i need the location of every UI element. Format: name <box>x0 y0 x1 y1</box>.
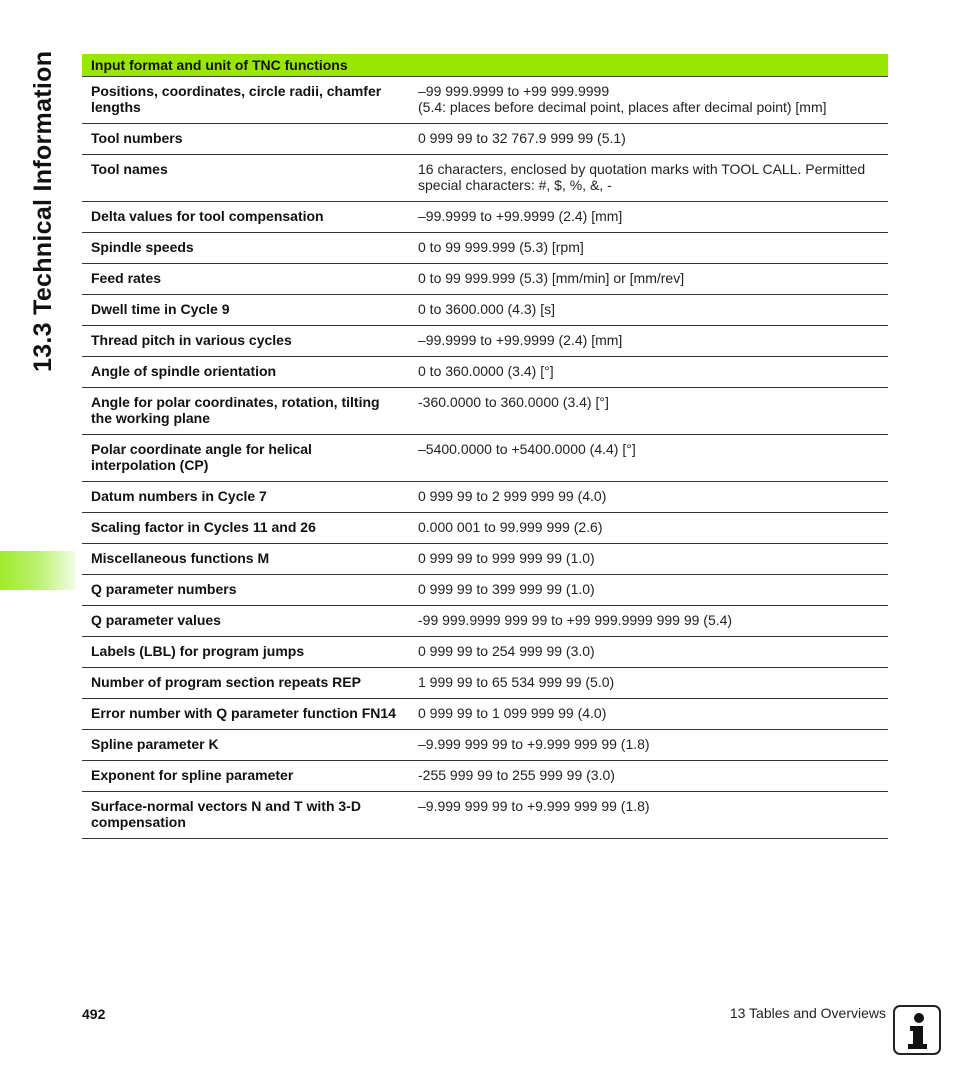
row-value: 0 999 99 to 254 999 99 (3.0) <box>409 637 888 668</box>
row-value: 16 characters, enclosed by quotation marks with TOOL CALL. Permitted special characters: #, $, %, &, - <box>409 155 888 202</box>
chapter-tab-marker <box>0 551 76 590</box>
table-row <box>82 388 888 435</box>
table-row <box>82 264 888 295</box>
info-icon-glyph <box>895 1007 939 1053</box>
chapter-title: 13 Tables and Overviews <box>729 1005 886 1021</box>
row-value: -360.0000 to 360.0000 (3.4) [°] <box>409 388 888 435</box>
table-row <box>82 606 888 637</box>
table-row <box>82 761 888 792</box>
row-value: –5400.0000 to +5400.0000 (4.4) [°] <box>409 435 888 482</box>
row-label: Error number with Q parameter function FN14 <box>82 699 409 730</box>
table-row <box>82 357 888 388</box>
table-row <box>82 482 888 513</box>
row-value: 0 999 99 to 999 999 99 (1.0) <box>409 544 888 575</box>
table-row <box>82 575 888 606</box>
row-label: Tool numbers <box>82 124 409 155</box>
row-label: Scaling factor in Cycles 11 and 26 <box>82 513 409 544</box>
info-icon <box>893 1005 941 1055</box>
table-row <box>82 202 888 233</box>
row-value: -99 999.9999 999 99 to +99 999.9999 999 99 (5.4) <box>409 606 888 637</box>
row-label: Q parameter numbers <box>82 575 409 606</box>
table-row <box>82 155 888 202</box>
table-row <box>82 792 888 839</box>
row-value: 1 999 99 to 65 534 999 99 (5.0) <box>409 668 888 699</box>
row-label: Datum numbers in Cycle 7 <box>82 482 409 513</box>
row-value-line: (5.4: places before decimal point, places after decimal point) [mm] <box>418 99 827 115</box>
row-value-line: –99 999.9999 to +99 999.9999 <box>418 83 610 99</box>
row-value: 0 to 99 999.999 (5.3) [mm/min] or [mm/rev] <box>409 264 888 295</box>
row-value: 0 to 99 999.999 (5.3) [rpm] <box>409 233 888 264</box>
row-label: Tool names <box>82 155 409 202</box>
row-label: Thread pitch in various cycles <box>82 326 409 357</box>
row-value: 0 999 99 to 2 999 999 99 (4.0) <box>409 482 888 513</box>
row-label: Surface-normal vectors N and T with 3-D compensation <box>82 792 409 839</box>
row-value: –9.999 999 99 to +9.999 999 99 (1.8) <box>409 730 888 761</box>
row-value: –9.999 999 99 to +9.999 999 99 (1.8) <box>409 792 888 839</box>
table-row <box>82 668 888 699</box>
row-label: Number of program section repeats REP <box>82 668 409 699</box>
row-label: Feed rates <box>82 264 409 295</box>
row-label: Spline parameter K <box>82 730 409 761</box>
row-label: Exponent for spline parameter <box>82 761 409 792</box>
row-value: –99.9999 to +99.9999 (2.4) [mm] <box>409 202 888 233</box>
row-label: Dwell time in Cycle 9 <box>82 295 409 326</box>
table-row <box>82 124 888 155</box>
row-label: Spindle speeds <box>82 233 409 264</box>
row-label: Angle of spindle orientation <box>82 357 409 388</box>
row-label: Q parameter values <box>82 606 409 637</box>
table-row <box>82 544 888 575</box>
row-label: Angle for polar coordinates, rotation, tilting the working plane <box>82 388 409 435</box>
section-title: 13.3 Technical Information <box>29 50 57 372</box>
row-label: Labels (LBL) for program jumps <box>82 637 409 668</box>
row-value: 0 999 99 to 1 099 999 99 (4.0) <box>409 699 888 730</box>
row-value: 0 to 360.0000 (3.4) [°] <box>409 357 888 388</box>
table-row <box>82 435 888 482</box>
row-value: 0.000 001 to 99.999 999 (2.6) <box>409 513 888 544</box>
page-number: 492 <box>82 1006 106 1022</box>
row-label: Positions, coordinates, circle radii, chamfer lengths <box>82 77 409 124</box>
table-row <box>82 699 888 730</box>
tnc-input-format-table <box>82 54 888 839</box>
table-row <box>82 637 888 668</box>
row-value: –99.9999 to +99.9999 (2.4) [mm] <box>409 326 888 357</box>
row-label: Polar coordinate angle for helical interpolation (CP) <box>82 435 409 482</box>
row-value: 0 to 3600.000 (4.3) [s] <box>409 295 888 326</box>
row-value: 0 999 99 to 399 999 99 (1.0) <box>409 575 888 606</box>
row-label: Miscellaneous functions M <box>82 544 409 575</box>
table-row <box>82 295 888 326</box>
table-row <box>82 730 888 761</box>
table-header-row <box>82 54 888 77</box>
table-row <box>82 233 888 264</box>
row-label: Delta values for tool compensation <box>82 202 409 233</box>
table-row <box>82 513 888 544</box>
table-row <box>82 77 888 124</box>
row-value: 0 999 99 to 32 767.9 999 99 (5.1) <box>409 124 888 155</box>
row-value <box>409 77 888 124</box>
table-row <box>82 326 888 357</box>
row-value: -255 999 99 to 255 999 99 (3.0) <box>409 761 888 792</box>
table-header: Input format and unit of TNC functions <box>82 54 888 77</box>
